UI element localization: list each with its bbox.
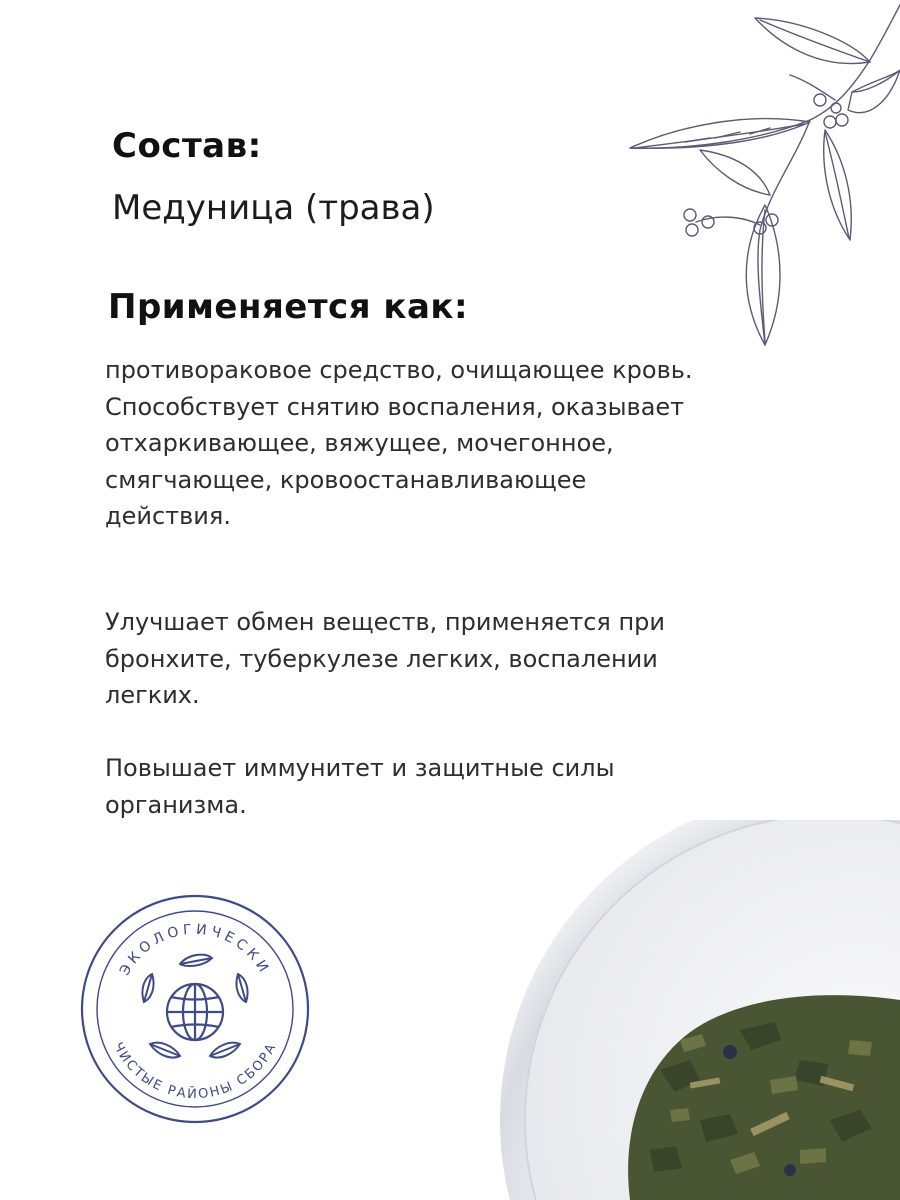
eco-badge xyxy=(80,894,310,1124)
badge-top-text: ЭКОЛОГИЧЕСКИ xyxy=(116,921,274,979)
composition-value: Медуница (трава) xyxy=(112,188,435,228)
herb-bowl-image xyxy=(500,820,900,1200)
usage-paragraph-3: Повышает иммунитет и защитные силы организма. xyxy=(105,754,615,819)
usage-paragraph-1: противораковое средство, очищающее кровь. Способствует снятию воспаления, оказывает отхаркивающее, вяжущее, мочегонное, смягчающее, кровоостанавливающее действия. xyxy=(105,356,693,530)
globe-icon xyxy=(167,984,223,1040)
composition-heading: Состав: xyxy=(112,126,262,166)
branch-illustration xyxy=(620,0,900,360)
usage-paragraph-2: Улучшает обмен веществ, применяется при бронхите, туберкулезе легких, воспалении легких. xyxy=(105,608,665,709)
badge-bottom-text: ЧИСТЫЕ РАЙОНЫ СБОРА xyxy=(109,1040,281,1103)
usage-heading: Применяется как: xyxy=(108,287,469,327)
